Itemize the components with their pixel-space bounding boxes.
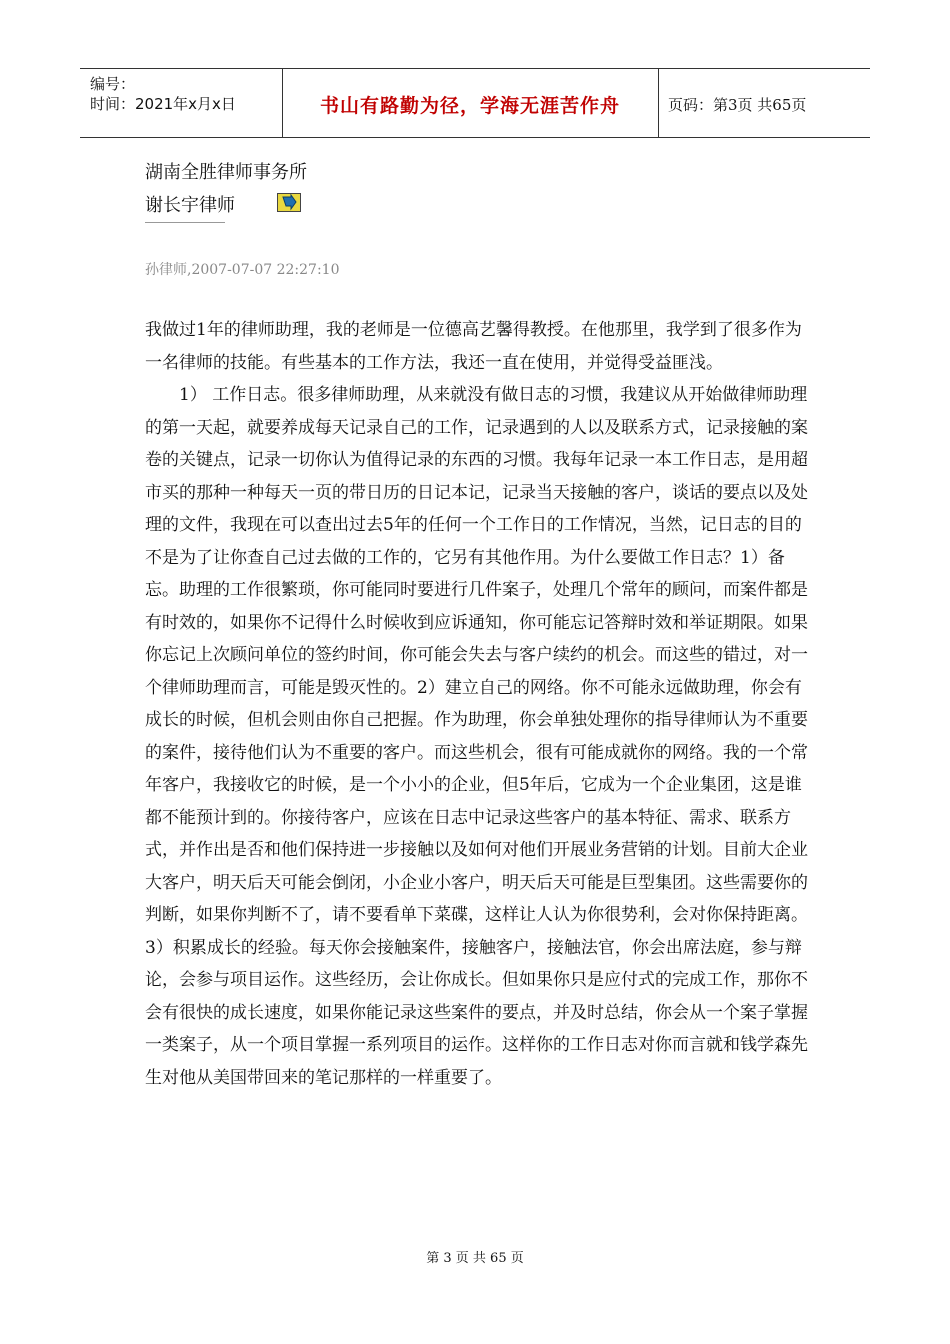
law-firm-name: 湖南全胜律师事务所 xyxy=(145,162,307,183)
intro-paragraph: 我做过1年的律师助理，我的老师是一位德高艺馨得教授。在他那里，我学到了很多作为一名律师的技能。有些基本的工作方法，我还一直在使用，并觉得受益匪浅。 xyxy=(145,320,802,373)
header-motto-cell xyxy=(282,69,659,137)
article-body xyxy=(145,314,809,1094)
page-footer: 第 3 页 共 65 页 xyxy=(426,1251,524,1266)
forward-arrow-icon[interactable] xyxy=(277,193,301,212)
lawyer-name-row xyxy=(145,191,235,217)
page-count: 页码：第3页 共65页 xyxy=(668,96,807,114)
post-byline: 孙律师,2007-07-07 22:27:10 xyxy=(145,262,340,278)
motto-text: 书山有路勤为径，学海无涯苦作舟 xyxy=(319,95,620,117)
lawyer-name-underline xyxy=(145,222,225,223)
header-meta-cell xyxy=(80,69,283,137)
document-date: 时间：2021年x月x日 xyxy=(90,95,236,113)
document-number-label: 编号： xyxy=(90,75,136,93)
work-log-paragraph: 1） 工作日志。很多律师助理，从来就没有做日志的习惯，我建议从开始做律师助理的第一天起，就要养成每天记录自己的工作，记录遇到的人以及联系方式，记录接触的案卷的关键点，记录一切你认为值得记录的东西的习惯。我每年记录一本工作日志，是用超市买的那种一种每天一页的带日历的日记本记，记录当天接触的客户，谈话的要点以及处理的文件，我现在可以查出过去5年的任何一个工作日的工作情况，当然，记日志的目的不是为了让你查自己过去做的工作的，它另有其他作用。为什么要做工作日志？1）备忘。助理的工作很繁琐，你可能同时要进行几件案子，处理几个常年的顾问，而案件都是有时效的，如果你不记得什么时候收到应诉通知，你可能忘记答辩时效和举证期限。如果你忘记上次顾问单位的签约时间，你可能会失去与客户续约的机会。而这些的错过，对一个律师助理而言，可能是毁灭性的。2）建立自己的网络。你不可能永远做助理，你会有成长的时候，但机会则由你自己把握。作为助理，你会单独处理你的指导律师认为不重要的案件，接待他们认为不重要的客户。而这些机会，很有可能成就你的网络。我的一个常年客户，我接收它的时候，是一个小小的企业，但5年后，它成为一个企业集团，这是谁都不能预计到的。你接待客户，应该在日志中记录这些客户的基本特征、需求、联系方式，并作出是否和他们保持进一步接触以及如何对他们开展业务营销的计划。目前大企业大客户，明天后天可能会倒闭，小企业小客户，明天后天可能是巨型集团。这些需要你的判断，如果你判断不了，请不要看单下菜碟，这样让人认为你很势利，会对你保持距离。3）积累成长的经验。每天你会接触案件，接触客户，接触法官，你会出席法庭，参与辩论，会参与项目运作。这些经历，会让你成长。但如果你只是应付式的完成工作，那你不会有很快的成长速度，如果你能记录这些案件的要点，并及时总结，你会从一个案子掌握一类案子，从一个项目掌握一系列项目的运作。这样你的工作日志对你而言就和钱学森先生对他从美国带回来的笔记那样的一样重要了。 xyxy=(145,385,808,1088)
page-header xyxy=(80,68,870,138)
lawyer-name[interactable]: 谢长宇律师 xyxy=(145,195,235,216)
header-page-cell xyxy=(658,69,870,137)
